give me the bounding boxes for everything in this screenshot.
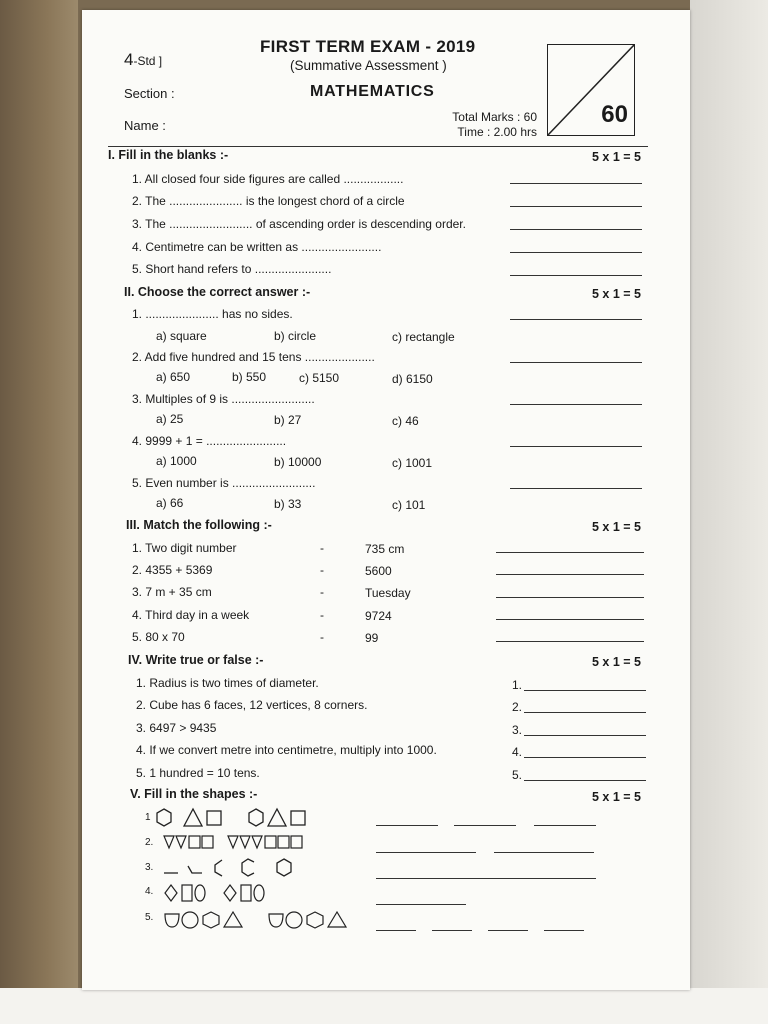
s2-q2-option-a[interactable]: a) 650 xyxy=(156,370,191,384)
name-label: Name : xyxy=(124,118,166,133)
s3-right-2: 5600 xyxy=(365,564,392,578)
section-2-title: II. Choose the correct answer :- xyxy=(124,285,311,299)
background-bottom xyxy=(0,988,768,1024)
s3-dash-4: - xyxy=(320,608,324,622)
s3-right-5: 99 xyxy=(365,631,379,645)
s3-answer-line-3[interactable] xyxy=(496,597,644,598)
s5-shapes-row-4 xyxy=(162,882,362,906)
section-2-marks: 5 x 1 = 5 xyxy=(592,287,641,301)
s5-num-4: 4. xyxy=(145,886,154,897)
s3-right-3: Tuesday xyxy=(365,586,411,600)
s2-q4-option-c[interactable]: c) 1001 xyxy=(392,456,433,470)
section-4-marks: 5 x 1 = 5 xyxy=(592,655,641,669)
s5-answer-line-2b[interactable] xyxy=(494,852,594,853)
s5-answer-line-5b[interactable] xyxy=(432,930,472,931)
s2-q3-option-a[interactable]: a) 25 xyxy=(156,412,184,426)
s1-question-3: 3. The ......................... of ascending order is descending order. xyxy=(132,217,466,231)
s3-dash-1: - xyxy=(320,541,324,555)
section-3-marks: 5 x 1 = 5 xyxy=(592,520,641,534)
s1-question-5: 5. Short hand refers to ....................... xyxy=(132,262,332,276)
exam-title: FIRST TERM EXAM - 2019 xyxy=(260,37,476,56)
s4-answer-num-4: 4. xyxy=(512,745,523,759)
s2-q2-option-d[interactable]: d) 6150 xyxy=(392,372,433,386)
s5-answer-line-5d[interactable] xyxy=(544,930,584,931)
s1-question-2: 2. The ...................... is the longest chord of a circle xyxy=(132,194,405,208)
section-1-title: I. Fill in the blanks :- xyxy=(108,148,229,162)
s2-answer-line-5[interactable] xyxy=(510,488,642,489)
s4-answer-line-5[interactable] xyxy=(524,780,646,781)
section-5-marks: 5 x 1 = 5 xyxy=(592,790,641,804)
exam-subtitle: (Summative Assessment ) xyxy=(290,58,447,73)
background-right xyxy=(690,0,768,1024)
s3-left-4: 4. Third day in a week xyxy=(132,608,250,622)
subject-title: MATHEMATICS xyxy=(310,83,435,100)
s3-left-2: 2. 4355 + 5369 xyxy=(132,563,213,577)
s1-answer-line-1[interactable] xyxy=(510,183,642,184)
s2-q1-option-a[interactable]: a) square xyxy=(156,329,207,343)
s4-statement-3: 3. 6497 > 9435 xyxy=(136,721,217,735)
exam-time: Time : 2.00 hrs xyxy=(457,125,537,139)
s3-answer-line-4[interactable] xyxy=(496,619,644,620)
s4-answer-num-3: 3. xyxy=(512,723,523,737)
s1-answer-line-4[interactable] xyxy=(510,252,642,253)
s5-shapes-row-5 xyxy=(162,908,362,932)
s5-num-1: 1 xyxy=(145,812,151,823)
s2-q5-option-c[interactable]: c) 101 xyxy=(392,498,426,512)
s2-answer-line-4[interactable] xyxy=(510,446,642,447)
s3-dash-3: - xyxy=(320,585,324,599)
s5-answer-line-3[interactable] xyxy=(376,878,596,879)
section-3-title: III. Match the following :- xyxy=(126,518,272,532)
s3-right-4: 9724 xyxy=(365,609,392,623)
s4-statement-4: 4. If we convert metre into centimetre, multiply into 1000. xyxy=(136,743,437,757)
s3-answer-line-1[interactable] xyxy=(496,552,644,553)
s3-left-3: 3. 7 m + 35 cm xyxy=(132,585,212,599)
s3-dash-2: - xyxy=(320,563,324,577)
s4-answer-num-1: 1. xyxy=(512,678,523,692)
section-5-title: V. Fill in the shapes :- xyxy=(130,787,258,801)
s4-statement-2: 2. Cube has 6 faces, 12 vertices, 8 corners. xyxy=(136,698,368,712)
s5-shapes-row-3 xyxy=(162,856,362,880)
section-1-marks: 5 x 1 = 5 xyxy=(592,150,641,164)
header-divider xyxy=(108,146,648,147)
s5-num-2: 2. xyxy=(145,837,154,848)
s2-question-2: 2. Add five hundred and 15 tens ..................... xyxy=(132,350,375,364)
s5-answer-line-1a[interactable] xyxy=(376,825,438,826)
s2-q4-option-a[interactable]: a) 1000 xyxy=(156,454,197,468)
s2-question-4: 4. 9999 + 1 = ........................ xyxy=(132,434,287,448)
s5-answer-line-2a[interactable] xyxy=(376,852,476,853)
s1-question-1: 1. All closed four side figures are called .................. xyxy=(132,172,404,186)
s5-num-5: 5. xyxy=(145,912,154,923)
s2-answer-line-2[interactable] xyxy=(510,362,642,363)
s4-answer-line-3[interactable] xyxy=(524,735,646,736)
s4-answer-num-2: 2. xyxy=(512,700,523,714)
s1-answer-line-5[interactable] xyxy=(510,275,642,276)
std-label: 4-Std ] xyxy=(124,50,163,69)
s2-q2-option-b[interactable]: b) 550 xyxy=(232,370,267,384)
s1-answer-line-3[interactable] xyxy=(510,229,642,230)
s5-answer-line-1b[interactable] xyxy=(454,825,516,826)
s2-question-3: 3. Multiples of 9 is ......................... xyxy=(132,392,315,406)
s4-statement-5: 5. 1 hundred = 10 tens. xyxy=(136,766,260,780)
score-box xyxy=(547,44,635,136)
section-label: Section : xyxy=(124,86,175,101)
score-value: 60 xyxy=(601,101,628,128)
s3-left-5: 5. 80 x 70 xyxy=(132,630,185,644)
s2-answer-line-1[interactable] xyxy=(510,319,642,320)
s3-left-1: 1. Two digit number xyxy=(132,541,237,555)
s4-answer-line-2[interactable] xyxy=(524,712,646,713)
s2-q3-option-c[interactable]: c) 46 xyxy=(392,414,419,428)
s2-answer-line-3[interactable] xyxy=(510,404,642,405)
s3-answer-line-2[interactable] xyxy=(496,574,644,575)
s3-answer-line-5[interactable] xyxy=(496,641,644,642)
s1-question-4: 4. Centimetre can be written as ........................ xyxy=(132,240,382,254)
s5-answer-line-1c[interactable] xyxy=(534,825,596,826)
s5-shapes-row-2 xyxy=(162,833,362,853)
s2-question-1: 1. ...................... has no sides. xyxy=(132,307,293,321)
s5-num-3: 3. xyxy=(145,862,154,873)
s2-q4-option-b[interactable]: b) 10000 xyxy=(274,455,322,469)
s2-question-5: 5. Even number is ......................... xyxy=(132,476,316,490)
s5-answer-line-4[interactable] xyxy=(376,904,466,905)
s4-statement-1: 1. Radius is two times of diameter. xyxy=(136,676,319,690)
s2-q2-option-c[interactable]: c) 5150 xyxy=(299,371,340,385)
s3-right-1: 735 cm xyxy=(365,542,405,556)
s3-dash-5: - xyxy=(320,630,324,644)
exam-paper xyxy=(82,10,690,990)
s5-answer-line-5c[interactable] xyxy=(488,930,528,931)
s2-q5-option-b[interactable]: b) 33 xyxy=(274,497,302,511)
s5-answer-line-5a[interactable] xyxy=(376,930,416,931)
background-left xyxy=(0,0,78,1024)
total-marks: Total Marks : 60 xyxy=(452,110,537,124)
s2-q3-option-b[interactable]: b) 27 xyxy=(274,413,302,427)
section-4-title: IV. Write true or false :- xyxy=(128,653,264,667)
s5-shapes-row-1 xyxy=(154,806,354,830)
s2-q5-option-a[interactable]: a) 66 xyxy=(156,496,184,510)
s2-q1-option-b[interactable]: b) circle xyxy=(274,329,317,343)
s2-q1-option-c[interactable]: c) rectangle xyxy=(392,330,455,344)
s1-answer-line-2[interactable] xyxy=(510,206,642,207)
s4-answer-line-4[interactable] xyxy=(524,757,646,758)
s4-answer-num-5: 5. xyxy=(512,768,523,782)
s4-answer-line-1[interactable] xyxy=(524,690,646,691)
